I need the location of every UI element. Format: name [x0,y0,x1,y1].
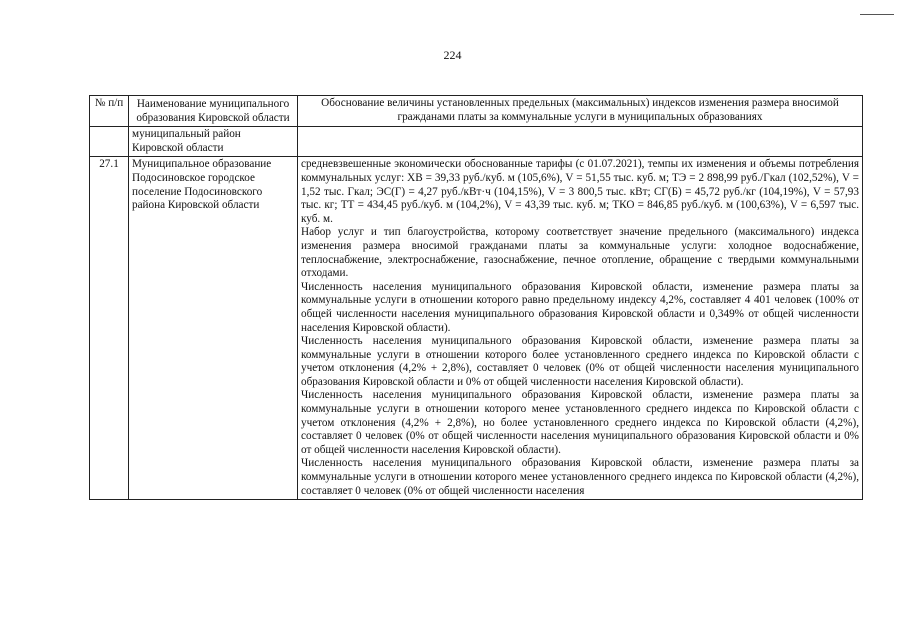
row-num: 27.1 [90,157,129,500]
row-name: Муниципальное образование Подосиновское городское поселение Подосиновского района Кировской области [129,157,298,500]
paragraph-population-between: Численность населения муниципального образования Кировской области, изменение размера платы за коммунальные услуги в отношении которого менее установленного среднего индекса по Кировской области с учетом отклонения (4,2% + 2,8%), но более установленного среднего индекса по Кировской области (4,2%), составляет 0 человек (0% от общей численности населения муниципального образования Кировской области и 0% от общей численности населения Кировской области). [301,389,859,456]
header-justification: Обоснование величины установленных предельных (максимальных) индексов изменения размера вносимой гражданами платы за коммунальные услуги в муниципальных образованиях [298,96,863,127]
header-num: № п/п [90,96,129,127]
table-row [90,127,863,157]
paragraph-population-below: Численность населения муниципального образования Кировской области, изменение размера платы за коммунальные услуги в отношении которого менее установленного среднего индекса по Кировской области (4,2%), составляет 0 человек (0% от общей численности населения [301,457,859,497]
row-justification [298,127,863,157]
row-name: муниципальный район Кировской области [129,127,298,157]
paragraph-services: Набор услуг и тип благоустройства, которому соответствует значение предельного (максимального) индекса изменения размера вносимой гражданами платы за коммунальные услуги: холодное водоснабжение, теплоснабжение, электроснабжение, газоснабжение, печное отопление, обращение с твердыми коммунальными отходами. [301,226,859,280]
header-name: Наименование муниципального образования Кировской области [129,96,298,127]
tariff-table [89,95,863,500]
paragraph-population-above: Численность населения муниципального образования Кировской области, изменение размера платы за коммунальные услуги в отношении которого более установленного среднего индекса по Кировской области с учетом отклонения (4,2% + 2,8%), составляет 0 человек (0% от общей численности населения муниципального образования Кировской области и 0% от общей численности населения Кировской области). [301,335,859,388]
row-num [90,127,129,157]
row-justification [298,157,863,500]
table-header-row [90,96,863,127]
table-row [90,157,863,500]
paragraph-tariffs: средневзвешенные экономически обоснованные тарифы (с 01.07.2021), темпы их изменения и объемы потребления коммунальных услуг: ХВ = 39,33 руб./куб. м (105,6%), V = 51,55 тыс. куб. м; ТЭ = 2 898,99 руб./Гкал (102,52%), V = 1,52 тыс. Гкал; ЭС(Г) = 4,27 руб./кВт·ч (104,15%), V = 3 800,5 тыс. кВт; СГ(Б) = 45,72 руб./кг (104,19%), V = 57,93 тыс. кг; ТТ = 434,45 руб./куб. м (104,2%), V = 43,39 тыс. куб. м; ТКО = 846,85 руб./куб. м (100,63%), V = 6,597 тыс. куб. м. [301,158,859,225]
paragraph-population-equal: Численность населения муниципального образования Кировской области, изменение размера платы за коммунальные услуги в отношении которого равно предельному индексу 4,2%, составляет 4 401 человек (100% от общей численности населения муниципального образования Кировской области и 0,349% от общей численности населения Кировской области). [301,280,859,334]
corner-rule [860,14,894,15]
page-number: 224 [443,48,462,62]
